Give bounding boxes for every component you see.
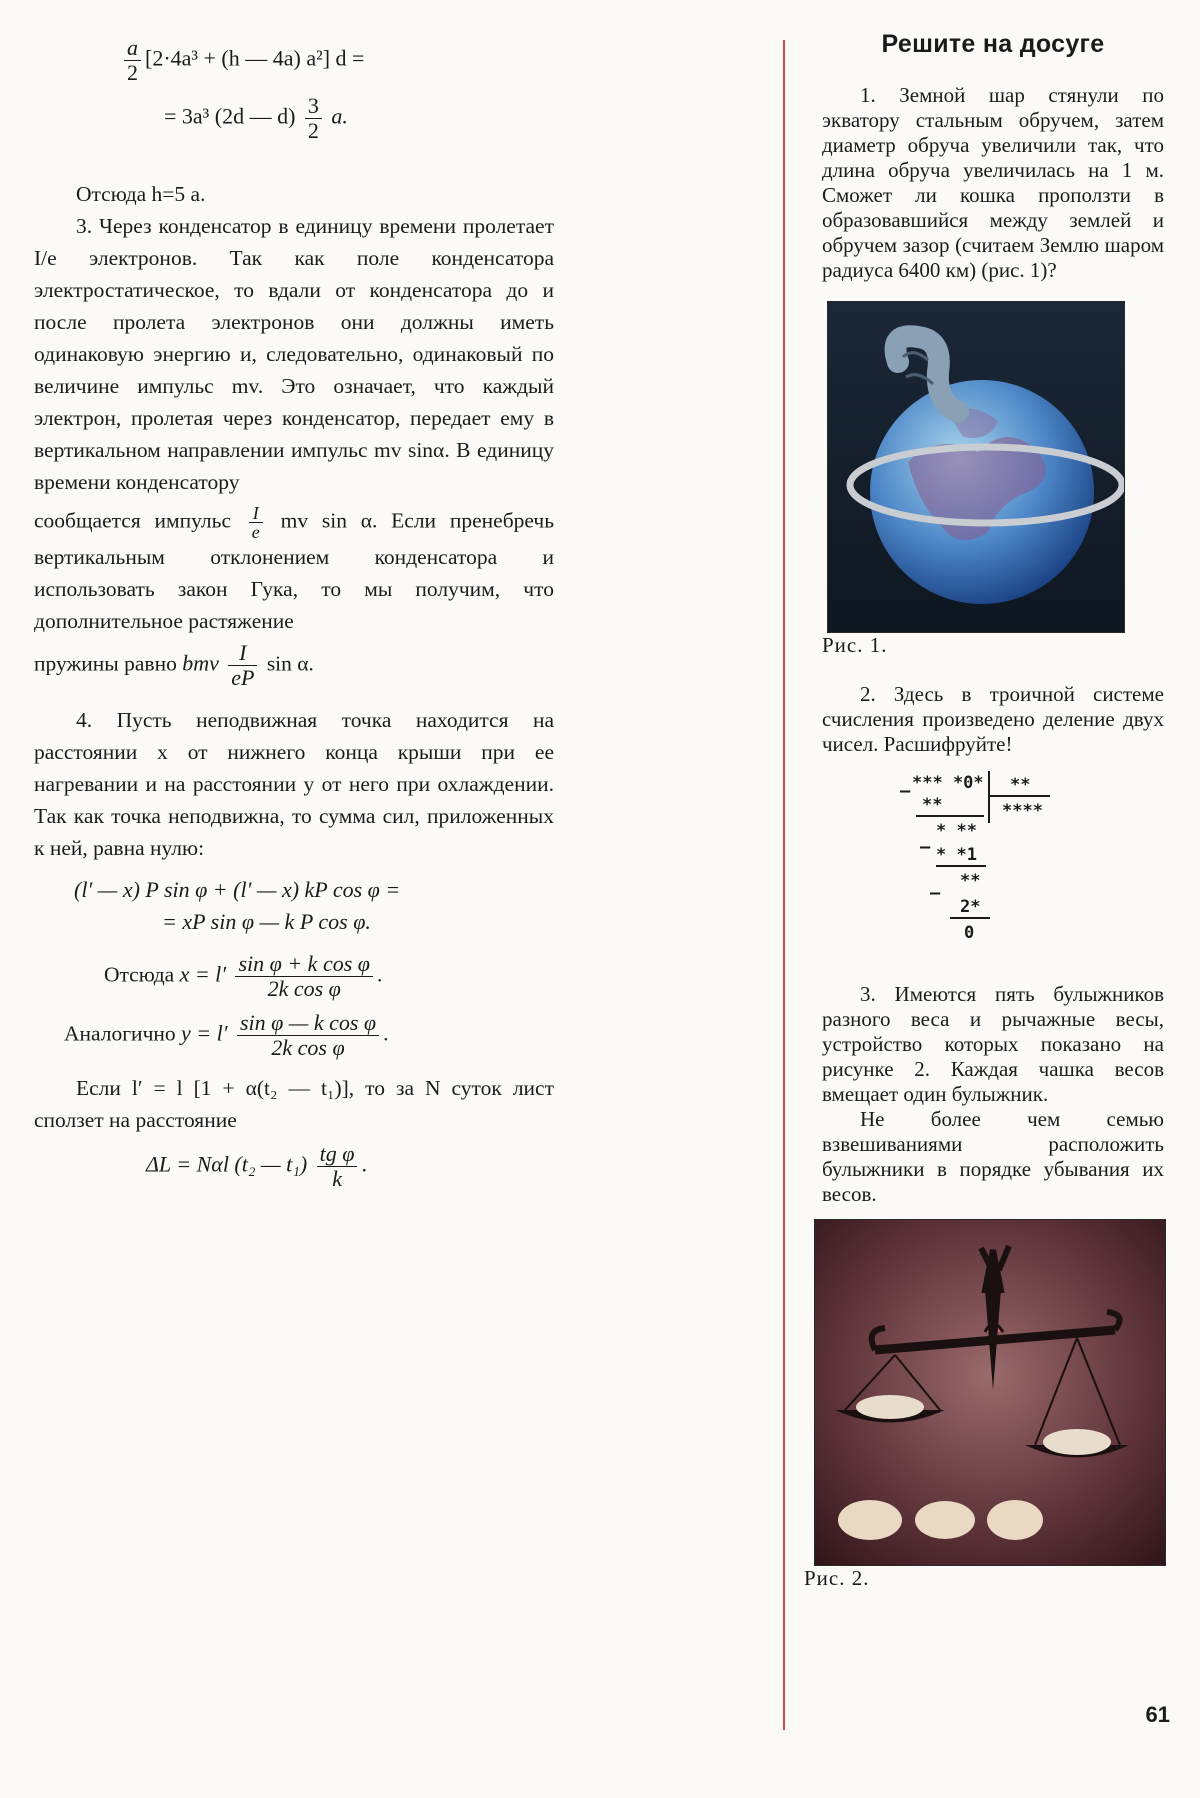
figure-1-caption: Рис. 1. <box>822 633 888 657</box>
question-3: 3. Имеются пять булыжников разного веса и рычажные весы, устройство которых показано на рисунке 2. Каждая чашка весов вмещает один булыжник. <box>822 982 1164 1106</box>
question-1: 1. Земной шар стянули по экватору стальным обручем, затем диаметр обруча увеличили так, что длина обруча увеличилась на 1 м. Сможет ли кошка проползти в образовавшийся между землей и обручем зазор (считаем Землю шаром радиуса 6400 км) (рис. 1)? <box>822 83 1164 282</box>
dividend: *** *0* <box>912 773 984 793</box>
section-title: Решите на досуге <box>881 30 1105 58</box>
equation-delta-l: ΔL = Nαl (t₂ — t₁) $\frac{\text{tg φ}}{k}$ . <box>146 1141 367 1191</box>
right-column <box>804 26 1164 1591</box>
quotient: **** <box>1002 801 1043 821</box>
result-h: Отсюда h=5 a. <box>76 182 206 206</box>
subtrahend-1: ** <box>922 795 943 815</box>
paragraph-3-spring: пружины равно bmv $\frac{I}{eP}$ sin α. <box>34 640 314 690</box>
figure-1-globe-cat <box>827 301 1125 633</box>
paragraph-3: 3. Через конденсатор в единицу времени пролетает I/e электронов. Так как поле конденсатора электростатическое, то вдали от конденсатора до и после пролета электронов они должны иметь одинаковую энергию и, следовательно, одинаковый по величине импульс mv. Это означает, что каждый электрон, пролетая через конденсатор, передает ему в вертикальном направлении импульс mv sinα. В единицу времени конденсатору <box>34 214 554 494</box>
condition-l: Если l′ = l [1 + α(t₂ — t₁)], то за N суток лист сползет на расстояние <box>34 1076 554 1132</box>
equation-force: (l′ — x) P sin φ + (l′ — x) kP cos φ = = xP sin φ — k P cos φ. <box>74 877 401 934</box>
page-number: 61 <box>1145 1702 1170 1727</box>
subtrahend-2: * *1 <box>936 845 977 865</box>
rule-2 <box>936 865 986 867</box>
remainder-1: * ** <box>936 821 977 841</box>
division-puzzle <box>892 771 1112 966</box>
paragraph-4: 4. Пусть неподвижная точка находится на расстоянии x от нижнего конца крыши при ее нагревании и на расстоянии y от него при охлаждении. Так как точка неподвижна, то сумма сил, приложенных к ней, равна нулю: <box>34 708 554 860</box>
question-2: 2. Здесь в троичной системе счисления произведено деление двух чисел. Расшифруйте! <box>822 682 1164 756</box>
minus-sign-2: — <box>920 837 931 857</box>
figure-2-scales <box>814 1219 1166 1566</box>
minus-sign-1: — <box>900 781 911 801</box>
left-column <box>34 30 554 1191</box>
equation-x: Отсюда x = l′ $\frac{\text{sin φ + k cos φ}}{\text{2k cos φ}}$ . <box>104 951 383 1001</box>
figure-2-caption: Рис. 2. <box>804 1566 870 1590</box>
division-bar <box>988 771 990 823</box>
final-remainder: 0 <box>964 923 975 943</box>
rule-3 <box>950 917 990 919</box>
divisor: ** <box>1010 775 1031 795</box>
divisor-line <box>990 795 1050 797</box>
paragraph-3-impulse: сообщается импульс $\frac{I}{e}$ mv sin α. Если пренебречь вертикальным отклонением конденсатора и использовать закон Гука, то мы получим, что дополнительное растяжение <box>34 503 555 633</box>
column-divider <box>783 40 785 1730</box>
rule-1 <box>916 815 984 817</box>
subtrahend-3: 2* <box>960 897 981 917</box>
equation-y: Аналогично y = l′ $\frac{\text{sin φ — k cos φ}}{\text{2k cos φ}}$ . <box>64 1010 389 1060</box>
equation-second: = 3a³ (2d — d) $\frac{3}{2}$ a. <box>164 93 348 143</box>
equation-top: $\frac{a}{2}$ [2·4a³ + (h — 4a) a²] d = <box>120 36 364 85</box>
question-3-task: Не более чем семью взвешиваниями расположить булыжники в порядке убывания их весов. <box>822 1107 1164 1206</box>
minus-sign-3: — <box>930 883 941 903</box>
remainder-2: ** <box>960 871 981 891</box>
